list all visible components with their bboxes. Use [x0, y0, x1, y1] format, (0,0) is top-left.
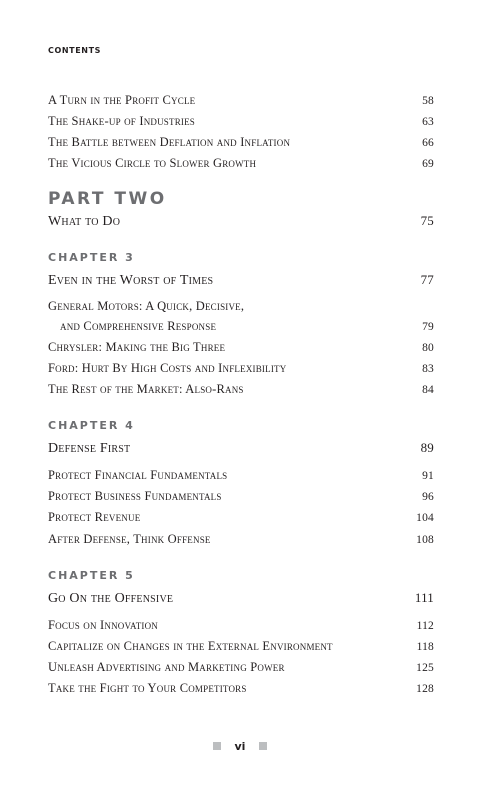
chapter-title: Go On the Offensive — [48, 591, 174, 606]
toc-entry — [48, 156, 434, 172]
toc-entry — [48, 135, 434, 151]
chapter-title-entry — [48, 272, 434, 288]
toc-entry-title: Unleash Advertising and Marketing Power — [48, 660, 285, 674]
toc-entry-title: Take the Fight to Your Competitors — [48, 681, 247, 695]
toc-entry-title: Protect Business Fundamentals — [48, 489, 222, 503]
page-number: vi — [234, 740, 246, 753]
toc-entry — [48, 660, 434, 676]
toc-entry — [48, 468, 434, 484]
chapter-page: 77 — [420, 272, 434, 287]
toc-entry-page: 66 — [422, 137, 434, 149]
toc-entry-line1: General Motors: A Quick, Decisive, — [48, 299, 245, 313]
toc-entry-title: Protect Financial Fundamentals — [48, 468, 228, 482]
toc-entry-page: 79 — [422, 321, 434, 333]
chapter-label: CHAPTER 5 — [48, 569, 135, 582]
toc-entry — [48, 93, 434, 109]
toc-entry-page: 108 — [416, 534, 434, 546]
toc-entry-page: 63 — [422, 116, 434, 128]
toc-entry-title: Capitalize on Changes in the External Environment — [48, 639, 333, 653]
toc-entry-page: 112 — [416, 620, 434, 632]
toc-entry-title: The Battle between Deflation and Inflation — [48, 135, 291, 149]
part-page: 75 — [420, 213, 434, 228]
toc-entry-page: 96 — [422, 491, 434, 503]
toc-entry-title: After Defense, Think Offense — [48, 532, 211, 546]
chapter-title-entry — [48, 440, 434, 456]
toc-entry-title: and Comprehensive Response — [60, 319, 217, 333]
toc-entry-page: 128 — [416, 683, 434, 695]
toc-entry-page: 104 — [416, 512, 434, 524]
toc-entry-title: The Vicious Circle to Slower Growth — [48, 156, 257, 170]
chapter-page: 89 — [420, 440, 434, 455]
toc-entry — [48, 489, 434, 505]
toc-entry-title: Ford: Hurt By High Costs and Inflexibility — [48, 361, 287, 375]
chapter-title: Defense First — [48, 441, 131, 456]
part-title: What to Do — [48, 214, 121, 229]
square-ornament-icon — [213, 742, 221, 750]
chapter-title: Even in the Worst of Times — [48, 273, 214, 288]
chapter-label: CHAPTER 4 — [48, 419, 135, 432]
toc-entry — [48, 681, 434, 697]
toc-entry-title: The Shake-up of Industries — [48, 114, 195, 128]
toc-entry — [48, 639, 434, 655]
toc-entry-page: 69 — [422, 158, 434, 170]
toc-entry — [48, 114, 434, 130]
page-footer — [0, 740, 480, 753]
toc-entry-page: 80 — [422, 342, 434, 354]
toc-entry-page: 125 — [416, 662, 434, 674]
toc-entry-title: The Rest of the Market: Also-Rans — [48, 382, 244, 396]
toc-entry-page: 91 — [422, 470, 434, 482]
part-label: PART TWO — [48, 189, 167, 209]
part-title-entry — [48, 213, 434, 229]
toc-entry — [48, 340, 434, 356]
toc-entry — [48, 361, 434, 377]
toc-entry — [60, 319, 434, 335]
chapter-title-entry — [48, 590, 434, 606]
toc-entry-title: Chrysler: Making the Big Three — [48, 340, 226, 354]
toc-entry-page: 83 — [422, 363, 434, 375]
toc-entry-page: 84 — [422, 384, 434, 396]
toc-entry-page: 118 — [416, 641, 434, 653]
toc-entry — [48, 510, 434, 526]
chapter-label: CHAPTER 3 — [48, 251, 135, 264]
toc-entry — [48, 382, 434, 398]
toc-entry-title: Focus on Innovation — [48, 618, 159, 632]
toc-entry-title: Protect Revenue — [48, 510, 141, 524]
square-ornament-icon — [259, 742, 267, 750]
toc-entry — [48, 532, 434, 548]
running-head: CONTENTS — [48, 46, 102, 55]
toc-entry-page: 58 — [422, 95, 434, 107]
toc-entry-title: A Turn in the Profit Cycle — [48, 93, 196, 107]
chapter-page: 111 — [414, 590, 434, 605]
toc-entry — [48, 618, 434, 634]
